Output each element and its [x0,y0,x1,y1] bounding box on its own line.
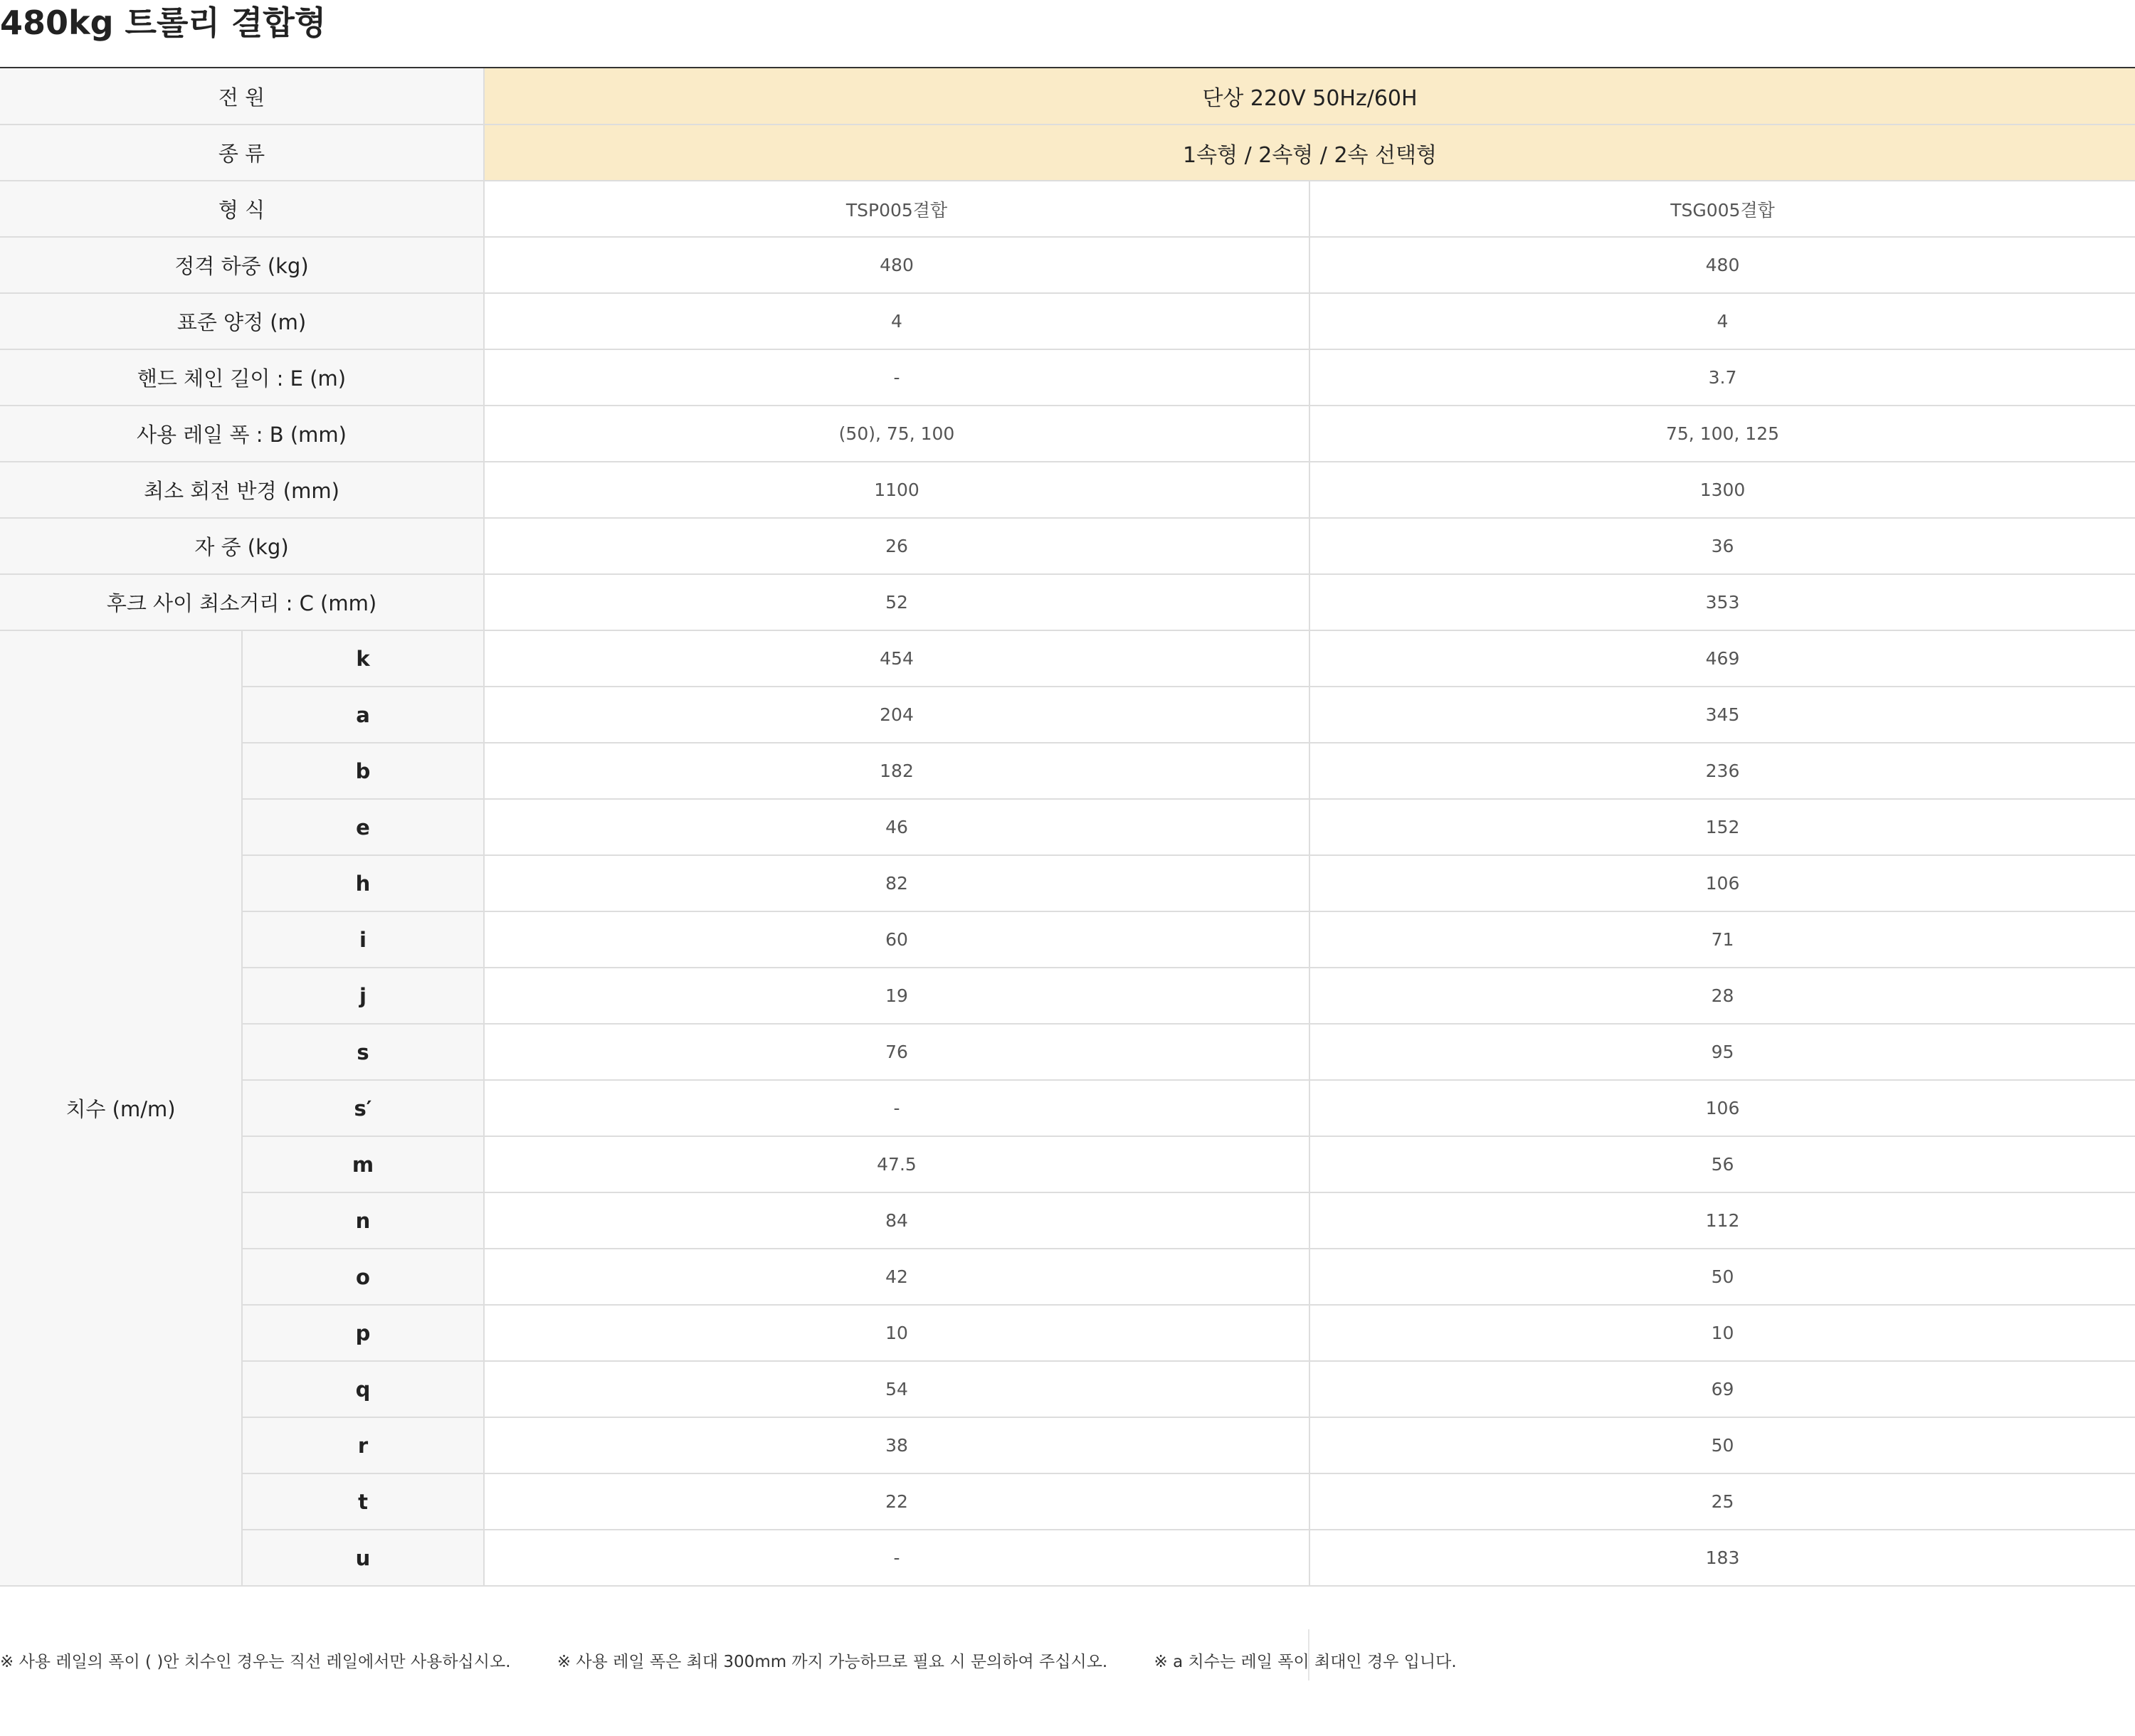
dimension-value-1: 19 [484,968,1309,1024]
row-value-1: - [484,349,1309,406]
row-value-2: 353 [1309,574,2135,630]
dimension-value-1: 204 [484,687,1309,743]
table-row [0,911,2135,968]
table-row [0,968,2135,1024]
dimension-label: s′ [242,1080,484,1136]
power-value: 단상 220V 50Hz/60H [484,68,2135,125]
row-value-1: 1100 [484,462,1309,518]
table-row [0,1530,2135,1586]
dimension-label: b [242,743,484,799]
table-row [0,462,2135,518]
dimension-label: k [242,630,484,687]
dimension-value-1: 82 [484,855,1309,911]
row-label: 표준 양정 (m) [0,293,484,349]
dimension-value-1: 22 [484,1473,1309,1530]
dimension-label: e [242,799,484,855]
row-label: 전 원 [0,68,484,125]
dimension-label: n [242,1192,484,1249]
table-row [0,237,2135,293]
table-row [0,743,2135,799]
dimension-value-1: 182 [484,743,1309,799]
dimension-value-2: 112 [1309,1192,2135,1249]
table-row [0,181,2135,237]
dimension-value-2: 69 [1309,1361,2135,1417]
footnotes [0,1648,1498,1676]
dimension-label: q [242,1361,484,1417]
dimension-value-1: 10 [484,1305,1309,1361]
dimension-value-2: 56 [1309,1136,2135,1192]
table-row [0,1192,2135,1249]
kind-value: 1속형 / 2속형 / 2속 선택형 [484,125,2135,181]
table-row [0,687,2135,743]
table-row [0,68,2135,125]
model-value-2: TSG005결합 [1309,181,2135,237]
table-row [0,630,2135,687]
dimension-label: i [242,911,484,968]
row-value-2: 75, 100, 125 [1309,406,2135,462]
dimension-value-1: 54 [484,1361,1309,1417]
dimension-label: u [242,1530,484,1586]
row-value-1: 26 [484,518,1309,574]
spec-table-container [0,67,2135,1587]
dimension-value-2: 236 [1309,743,2135,799]
table-row [0,518,2135,574]
row-label: 정격 하중 (kg) [0,237,484,293]
dimension-value-2: 10 [1309,1305,2135,1361]
table-row [0,1249,2135,1305]
model-value-1: TSP005결합 [484,181,1309,237]
dimension-label: t [242,1473,484,1530]
table-row [0,574,2135,630]
table-row [0,799,2135,855]
footnote: ※ 사용 레일의 폭이 ( )안 치수인 경우는 직선 레일에서만 사용하십시오. [0,1653,511,1671]
dimension-label: j [242,968,484,1024]
table-row [0,855,2135,911]
row-value-2: 36 [1309,518,2135,574]
dimension-value-2: 95 [1309,1024,2135,1080]
dimension-value-2: 25 [1309,1473,2135,1530]
dimension-value-2: 50 [1309,1249,2135,1305]
dimension-value-2: 50 [1309,1417,2135,1473]
dimension-value-1: 46 [484,799,1309,855]
dimension-value-1: 76 [484,1024,1309,1080]
row-value-2: 1300 [1309,462,2135,518]
row-label: 형 식 [0,181,484,237]
dimension-value-1: 38 [484,1417,1309,1473]
dimension-value-1: - [484,1530,1309,1586]
dimension-value-2: 345 [1309,687,2135,743]
row-label: 자 중 (kg) [0,518,484,574]
footnote: ※ 사용 레일 폭은 최대 300mm 까지 가능하므로 필요 시 문의하여 주십시오. [557,1653,1108,1671]
row-label: 종 류 [0,125,484,181]
dimension-label: h [242,855,484,911]
dimension-label: p [242,1305,484,1361]
row-value-2: 3.7 [1309,349,2135,406]
dimension-value-2: 106 [1309,1080,2135,1136]
dimension-value-2: 28 [1309,968,2135,1024]
spec-table [0,68,2135,1587]
table-row [0,1361,2135,1417]
page-title: 480kg 트롤리 결합형 [0,4,327,42]
row-value-1: 52 [484,574,1309,630]
dimension-label: m [242,1136,484,1192]
table-row [0,1080,2135,1136]
table-row [0,1473,2135,1530]
dimension-value-2: 152 [1309,799,2135,855]
dimension-value-1: 47.5 [484,1136,1309,1192]
row-value-2: 480 [1309,237,2135,293]
table-row [0,1136,2135,1192]
table-row [0,406,2135,462]
dimension-label: s [242,1024,484,1080]
dimension-value-1: 454 [484,630,1309,687]
row-value-1: 480 [484,237,1309,293]
row-value-2: 4 [1309,293,2135,349]
dimension-group-label: 치수 (m/m) [0,630,242,1586]
dimension-value-2: 71 [1309,911,2135,968]
row-label: 핸드 체인 길이 : E (m) [0,349,484,406]
row-value-1: (50), 75, 100 [484,406,1309,462]
row-label: 후크 사이 최소거리 : C (mm) [0,574,484,630]
dimension-value-2: 106 [1309,855,2135,911]
row-label: 사용 레일 폭 : B (mm) [0,406,484,462]
footnote: ※ a 치수는 레일 폭이 최대인 경우 입니다. [1154,1653,1457,1671]
dimension-value-1: - [484,1080,1309,1136]
dimension-value-1: 60 [484,911,1309,968]
table-row [0,349,2135,406]
table-row [0,1417,2135,1473]
dimension-label: a [242,687,484,743]
table-row [0,125,2135,181]
dimension-value-1: 84 [484,1192,1309,1249]
dimension-value-2: 469 [1309,630,2135,687]
row-value-1: 4 [484,293,1309,349]
dimension-value-1: 42 [484,1249,1309,1305]
dimension-value-2: 183 [1309,1530,2135,1586]
dimension-label: o [242,1249,484,1305]
row-label: 최소 회전 반경 (mm) [0,462,484,518]
table-row [0,1024,2135,1080]
table-row [0,1305,2135,1361]
dimension-label: r [242,1417,484,1473]
table-row [0,293,2135,349]
